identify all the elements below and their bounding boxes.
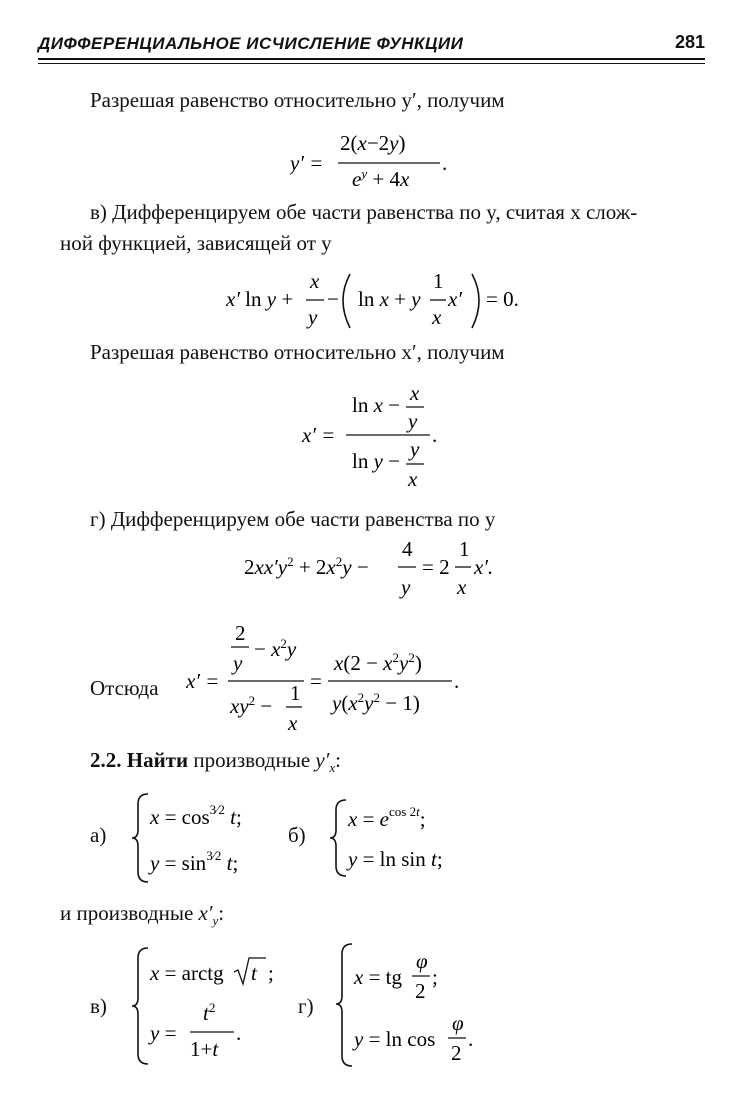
svg-text:y: y xyxy=(401,575,411,599)
svg-text:φ: φ xyxy=(416,949,428,973)
svg-text:1: 1 xyxy=(290,681,301,705)
paragraph-3: ной функцией, зависящей от y xyxy=(60,231,332,255)
svg-text:x′ ln y +: x′ ln y + xyxy=(226,287,294,311)
label-a: а) xyxy=(90,823,107,847)
formula-differentiated-g xyxy=(244,540,514,606)
svg-text:y = ln cos: y = ln cos xyxy=(354,1027,436,1051)
svg-text:2: 2 xyxy=(451,1041,462,1065)
task-bold-word: Найти xyxy=(126,748,189,772)
svg-text:y(x2y2 − 1): $y(x^2y^2 - 1)$ xyxy=(332,690,420,715)
svg-text:2: 2 xyxy=(235,621,246,645)
svg-text:;: ; xyxy=(432,965,438,989)
header-rule xyxy=(38,58,705,60)
svg-text:2xx′y2 + 2x2y −: $2xx'y^2 + 2x^2y$ − xyxy=(244,554,369,579)
svg-text:1: 1 xyxy=(459,540,470,561)
svg-text:t2: $t^2$ xyxy=(203,1000,216,1025)
svg-text:2(x−2y): 2(x−2y) xyxy=(340,131,406,155)
svg-text:x′ =: x′ = xyxy=(186,669,220,693)
svg-text:t: t xyxy=(251,961,257,985)
svg-text:y =: y = xyxy=(150,1021,177,1045)
task-number: 2.2. xyxy=(90,748,122,772)
system-b xyxy=(328,796,488,880)
svg-text:x′ =: x′ = xyxy=(302,423,336,447)
task-heading: 2.2. Найти производные $y'_x$: xyxy=(90,748,341,776)
svg-text:.: . xyxy=(236,1021,242,1045)
svg-text:=: = xyxy=(310,669,322,693)
label-b: б) xyxy=(288,823,306,847)
page-number: 281 xyxy=(674,32,705,52)
svg-text:= 2: = 2 xyxy=(422,555,450,579)
svg-text:y: y xyxy=(233,651,243,675)
svg-text:4: 4 xyxy=(402,540,413,561)
formula-differentiated-v xyxy=(226,266,536,336)
svg-text:ln y −: ln y − xyxy=(352,449,401,473)
task-text: производные xyxy=(193,748,311,772)
system-a xyxy=(130,790,280,886)
paragraph-4: Разрешая равенство относительно x′, получим xyxy=(90,340,505,364)
svg-text:x(2 − x2y2): $x(2 - x^2y^2)$ xyxy=(334,650,422,675)
svg-text:ln x + y: ln x + y xyxy=(358,287,421,311)
svg-text:1+t: 1+t xyxy=(190,1037,219,1061)
svg-text:y = ln sin t;: y = ln sin t; xyxy=(348,847,443,871)
svg-text:ey + 4x: $e^y + 4x$ xyxy=(352,166,410,191)
label-g: г) xyxy=(298,994,314,1018)
and-derivatives: и производные $x'_y$: xyxy=(60,901,225,929)
svg-text:.: . xyxy=(432,423,438,447)
formula-y-prime xyxy=(290,128,460,194)
svg-text:x: x xyxy=(432,305,442,329)
label-v: в) xyxy=(90,994,107,1018)
svg-text:x = arctg: x = arctg xyxy=(150,961,224,985)
svg-text:φ: φ xyxy=(452,1011,464,1035)
svg-text:xy2 −: $xy^2$ − xyxy=(230,693,273,718)
svg-text:x = cos3⁄2 t;: $x = \cos^{3⁄2} t$; xyxy=(150,802,242,829)
system-g xyxy=(334,940,494,1072)
svg-text:.: . xyxy=(454,669,460,693)
svg-text:x′.: x′. xyxy=(474,555,494,579)
header-rule-thin xyxy=(38,63,705,64)
svg-text:x: x xyxy=(288,711,298,735)
svg-text:= 0.: = 0. xyxy=(486,287,519,311)
svg-text:x: x xyxy=(310,269,320,293)
svg-text:ln x −: ln x − xyxy=(352,393,401,417)
svg-text:2: 2 xyxy=(415,979,426,1003)
svg-text:x′: x′ xyxy=(448,287,462,311)
svg-text:x: x xyxy=(410,381,420,405)
svg-text:y′ =: y′ = xyxy=(290,151,324,175)
formula-x-prime xyxy=(300,378,450,500)
svg-text:.: . xyxy=(442,151,448,175)
system-v xyxy=(130,944,290,1070)
svg-text:−: − xyxy=(327,287,339,311)
svg-text:y: y xyxy=(408,409,418,433)
svg-text:.: . xyxy=(468,1027,474,1051)
svg-text:y = sin3⁄2 t;: $y = \sin^{3⁄2} t$; xyxy=(150,848,239,875)
svg-text:;: ; xyxy=(268,961,274,985)
svg-text:1: 1 xyxy=(433,269,444,293)
running-header: ДИФФЕРЕНЦИАЛЬНОЕ ИСЧИСЛЕНИЕ ФУНКЦИИ xyxy=(38,34,464,53)
svg-text:y: y xyxy=(308,305,318,329)
and-derivatives-text: и производные xyxy=(60,901,194,925)
svg-text:− x2y: − $x^2y$ xyxy=(254,636,297,661)
svg-text:x = tg: x = tg xyxy=(354,965,403,989)
paragraph-2: в) Дифференцируем обе части равенства по y, считая x слож- xyxy=(90,200,638,224)
svg-text:x: x xyxy=(408,467,418,491)
paragraph-5: г) Дифференцируем обе части равенства по y xyxy=(90,507,496,531)
svg-text:y: y xyxy=(410,437,420,461)
paragraph-1: Разрешая равенство относительно y′, получим xyxy=(90,88,505,112)
svg-text:x = ecos 2t;: $x = e^{cos 2t}$; xyxy=(348,804,426,831)
formula-result-g xyxy=(186,616,476,742)
otsyuda-label: Отсюда xyxy=(90,676,159,700)
svg-text:x: x xyxy=(457,575,467,599)
